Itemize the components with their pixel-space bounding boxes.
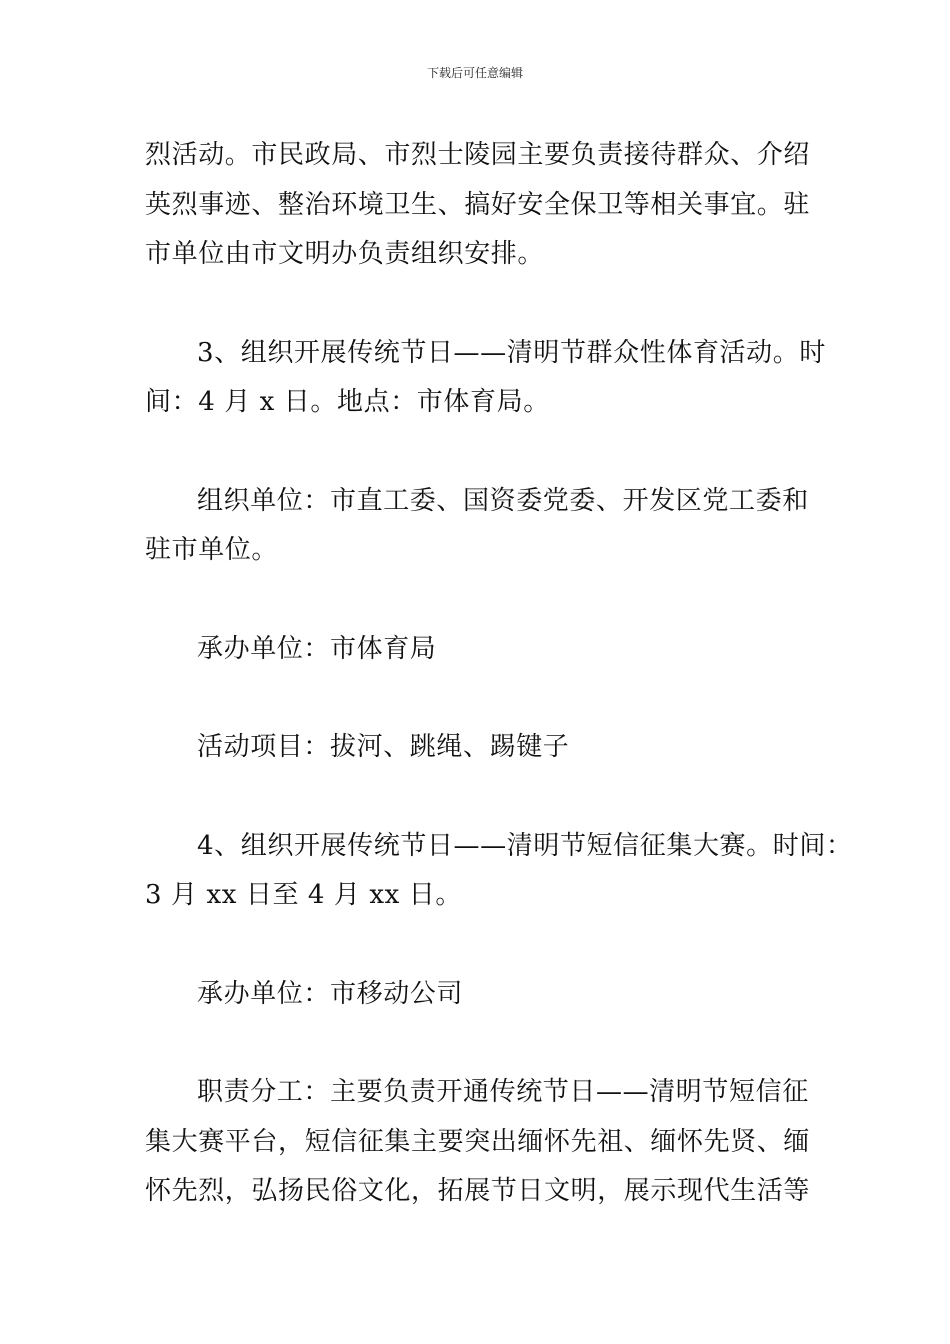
text-line: 驻市单位。 <box>145 535 279 565</box>
text-line: 集大赛平台，短信征集主要突出缅怀先祖、缅怀先贤、缅 <box>145 1126 811 1157</box>
paragraph-duties <box>145 1068 810 1217</box>
text-line: 市单位由市文明办负责组织安排。 <box>145 239 545 269</box>
paragraph-continuation <box>145 131 810 280</box>
paragraph-activities <box>145 723 810 773</box>
text-line: 3 月 xx 日至 4 月 xx 日。 <box>145 880 462 910</box>
text-line: 3、组织开展传统节日——清明节群众性体育活动。时 <box>197 337 826 368</box>
page-header: 下载后可任意编辑 <box>426 66 523 80</box>
paragraph-organizers <box>145 477 810 576</box>
text-line: 职责分工：主要负责开通传统节日——清明节短信征 <box>197 1077 809 1107</box>
text-line: 英烈事迹、整治环境卫生、搞好安全保卫等相关事宜。驻 <box>145 189 811 220</box>
paragraph-host-mobile <box>145 970 810 1020</box>
document-body <box>145 131 853 1217</box>
text-line: 承办单位：市移动公司 <box>197 978 464 1009</box>
text-line: 怀先烈，弘扬民俗文化，拓展节日文明，展示现代生活等 <box>145 1176 811 1206</box>
text-line: 4、组织开展传统节日——清明节短信征集大赛。时间： <box>197 830 853 861</box>
text-line: 承办单位：市体育局 <box>197 633 437 664</box>
text-line: 间：4 月 x 日。地点：市体育局。 <box>145 387 550 417</box>
paragraph-host-sports <box>145 625 810 675</box>
paragraph-item-3 <box>145 329 826 428</box>
text-line: 组织单位：市直工委、国资委党委、开发区党工委和 <box>197 485 809 516</box>
paragraph-item-4 <box>145 822 853 921</box>
text-line: 烈活动。市民政局、市烈士陵园主要负责接待群众、介绍 <box>145 140 811 170</box>
text-line: 活动项目：拔河、跳绳、踢键子 <box>197 732 570 762</box>
